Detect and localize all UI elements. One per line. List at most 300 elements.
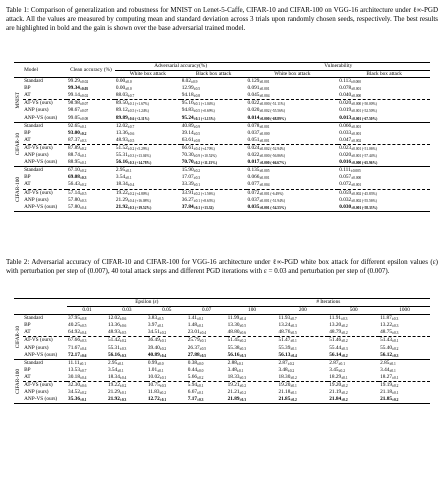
iteration-accuracy-value: 18.33 xyxy=(227,373,240,380)
white-box-accuracy xyxy=(115,204,181,212)
epsilon-accuracy-sd: ±0.4 xyxy=(79,346,87,351)
iteration-accuracy xyxy=(277,337,328,345)
white-box-vulnerability-value: 0.022 xyxy=(247,100,260,107)
epsilon-accuracy-value: 12.72 xyxy=(147,396,160,403)
black-box-vulnerability xyxy=(338,167,430,175)
model-name: BP xyxy=(24,85,31,92)
epsilon-accuracy-value: 39.40 xyxy=(147,344,160,351)
epsilon-accuracy xyxy=(67,359,107,367)
black-box-vulnerability-sd: ±0.001 xyxy=(351,124,362,129)
epsilon-accuracy xyxy=(187,329,227,337)
iteration-accuracy-value: 13.24 xyxy=(278,322,291,329)
epsilon-accuracy xyxy=(107,389,147,396)
white-box-accuracy-sd: ±0.5 (+1.24%) xyxy=(127,109,149,114)
white-box-accuracy-value: 2.95 xyxy=(115,167,126,174)
white-box-accuracy-sd: ±0.7 xyxy=(127,124,135,129)
table-row xyxy=(14,204,430,212)
epsilon-accuracy-value: 32.30 xyxy=(68,382,80,389)
iteration-accuracy xyxy=(277,345,328,352)
black-box-accuracy-value: 33.91 xyxy=(181,189,194,196)
clean-accuracy-sd: ±0.1 xyxy=(79,154,87,159)
epsilon-accuracy xyxy=(107,367,147,374)
epsilon-accuracy xyxy=(107,322,147,329)
iteration-accuracy-sd: ±0.3 xyxy=(239,353,246,358)
iteration-accuracy xyxy=(227,359,278,367)
black-box-accuracy-value: 40.89 xyxy=(181,122,194,129)
white-box-accuracy-value: 55.31 xyxy=(115,152,128,159)
black-box-vulnerability xyxy=(338,137,430,145)
clean-accuracy-sd: ±0.3 xyxy=(79,198,87,203)
iteration-col-header: 100 xyxy=(248,307,256,314)
iteration-accuracy-sd: ±0.2 xyxy=(341,391,348,396)
epsilon-accuracy-value: 48.93 xyxy=(107,329,120,336)
col-clean-header: Clean accuracy (%) xyxy=(70,67,112,74)
iteration-accuracy-value: 51.43 xyxy=(380,337,393,344)
black-box-vulnerability-sd: ±0.001 xyxy=(351,183,362,188)
iteration-accuracy-sd: ±0.7 xyxy=(290,317,297,322)
epsilon-accuracy xyxy=(107,374,147,382)
iteration-accuracy-value: 55.40 xyxy=(380,344,393,351)
white-box-vulnerability-value: 0.135 xyxy=(247,167,260,174)
black-box-accuracy-value: 8.02 xyxy=(181,78,191,85)
iteration-accuracy-sd: ±0.1 xyxy=(236,361,244,366)
clean-accuracy-value: 87.89 xyxy=(68,144,80,151)
iteration-accuracy-sd: ±0.1 xyxy=(392,339,399,344)
iteration-accuracy-value: 11.87 xyxy=(380,315,392,322)
iteration-accuracy-value: 51.46 xyxy=(329,337,342,344)
iteration-accuracy xyxy=(328,396,379,404)
clean-accuracy xyxy=(67,189,115,197)
iteration-accuracy-value: 13.30 xyxy=(227,322,240,329)
clean-accuracy-sd: ±0.02 xyxy=(79,80,89,85)
white-box-vulnerability-value: 0.024 xyxy=(247,144,260,151)
epsilon-accuracy-value: 23.01 xyxy=(187,329,200,336)
white-box-vulnerability-sd: ±0.000 (-51.11%) xyxy=(259,102,285,107)
white-box-vulnerability-value: 0.017 xyxy=(247,159,260,166)
iteration-accuracy-value: 56.13 xyxy=(278,351,291,358)
iteration-accuracy-value: 11.93 xyxy=(278,315,291,322)
clean-accuracy-value: 88.74 xyxy=(68,152,80,159)
white-box-accuracy xyxy=(115,167,181,175)
iteration-accuracy xyxy=(328,367,379,374)
model-name: AT xyxy=(24,181,31,188)
iteration-accuracy-value: 3.45 xyxy=(329,366,339,373)
section-label: CIFAR-100 xyxy=(15,176,21,202)
iteration-accuracy xyxy=(328,337,379,345)
iteration-accuracy-value: 2.87 xyxy=(329,359,339,366)
iteration-accuracy xyxy=(227,315,278,323)
white-box-accuracy xyxy=(115,159,181,167)
white-box-vulnerability-value: 0.035 xyxy=(247,203,260,210)
black-box-vulnerability xyxy=(338,107,430,114)
black-box-accuracy-value: 36.27 xyxy=(181,196,194,203)
clean-accuracy-value: 57.14 xyxy=(68,189,80,196)
iteration-accuracy xyxy=(379,329,430,337)
epsilon-accuracy-value: 12.02 xyxy=(107,315,120,322)
iteration-accuracy xyxy=(328,352,379,360)
epsilon-accuracy xyxy=(107,359,147,367)
epsilon-accuracy xyxy=(67,396,107,404)
iteration-accuracy-value: 3.48 xyxy=(278,366,288,373)
black-box-accuracy-sd: ±0.9 xyxy=(190,80,198,85)
table-row xyxy=(14,122,430,130)
iteration-accuracy-sd: ±0.3 xyxy=(239,346,246,351)
table-row xyxy=(14,130,430,137)
epsilon-accuracy-value: 7.17 xyxy=(187,396,197,403)
iteration-accuracy-value: 56.16 xyxy=(227,351,240,358)
white-box-vulnerability xyxy=(247,130,339,137)
epsilon-accuracy-sd: ±0.6 xyxy=(79,353,87,358)
table-row xyxy=(14,174,430,181)
epsilon-accuracy xyxy=(147,389,187,396)
iteration-accuracy-value: 13.22 xyxy=(380,322,393,329)
epsilon-accuracy-sd: ±0.5 xyxy=(79,324,87,329)
iteration-accuracy xyxy=(328,382,379,390)
clean-accuracy-value: 93.00 xyxy=(68,129,80,136)
clean-accuracy-sd: ±0.07 xyxy=(79,102,89,107)
white-box-vulnerability-sd: ±0.000 xyxy=(259,131,270,136)
white-box-accuracy-value: 0.00 xyxy=(115,85,126,92)
epsilon-accuracy-sd: ±0.3 xyxy=(197,398,204,403)
iteration-accuracy xyxy=(227,367,278,374)
model-name: AT-VS (ours) xyxy=(24,189,53,196)
clean-accuracy-value: 98.98 xyxy=(68,100,80,107)
iteration-accuracy-value: 48.76 xyxy=(278,329,291,336)
white-box-accuracy-value: 56.16 xyxy=(115,159,128,166)
black-box-accuracy-sd: ±0.1 (+8.63%) xyxy=(193,198,215,203)
epsilon-accuracy xyxy=(107,396,147,404)
white-box-vulnerability-sd: ±0.005 xyxy=(259,169,270,174)
white-box-accuracy xyxy=(115,174,181,181)
white-box-accuracy-value: 21.92 xyxy=(115,203,128,210)
epsilon-accuracy-value: 11.11 xyxy=(68,359,80,366)
iteration-accuracy xyxy=(328,359,379,367)
epsilon-accuracy xyxy=(187,352,227,360)
black-box-accuracy xyxy=(181,174,247,181)
epsilon-accuracy-sd: ±0.2 xyxy=(79,391,87,396)
model-name: ANP-VS (ours) xyxy=(24,114,58,121)
table-row xyxy=(14,115,430,123)
iteration-accuracy-sd: ±0.2 xyxy=(239,391,246,396)
model-name: Standard xyxy=(24,359,43,366)
iteration-accuracy-sd: ±0.2 xyxy=(341,398,348,403)
epsilon-accuracy-value: 67.66 xyxy=(68,337,80,344)
black-box-vulnerability-value: 0.030 xyxy=(339,203,352,210)
epsilon-accuracy-sd: ±0.6 xyxy=(79,384,87,389)
white-box-accuracy-sd: ±0.2 (+4.80%) xyxy=(127,191,149,196)
white-box-vulnerability-value: 0.078 xyxy=(247,122,260,129)
clean-accuracy xyxy=(67,92,115,100)
white-box-accuracy-sd: ±0.3 (+19.52%) xyxy=(127,205,152,210)
iteration-accuracy xyxy=(227,382,278,390)
black-box-accuracy-value: 94.83 xyxy=(181,107,194,114)
epsilon-accuracy-value: 55.31 xyxy=(107,344,120,351)
iteration-accuracy xyxy=(227,389,278,396)
clean-accuracy xyxy=(67,130,115,137)
iteration-accuracy-sd: ±0.1 xyxy=(290,391,297,396)
clean-accuracy xyxy=(67,122,115,130)
clean-accuracy xyxy=(67,115,115,123)
black-box-accuracy-sd: ±0.1 (+1.04%) xyxy=(193,102,215,107)
epsilon-col-header: 0.07 xyxy=(202,307,212,314)
iteration-accuracy-sd: ±0.1 xyxy=(392,375,399,380)
epsilon-accuracy-sd: ±0.4 xyxy=(159,353,167,358)
iteration-accuracy-sd: ±0.2 xyxy=(239,339,246,344)
epsilon-accuracy xyxy=(67,352,107,360)
epsilon-accuracy-sd: ±0.6 xyxy=(119,317,127,322)
white-box-vulnerability xyxy=(247,115,339,123)
section-label: MNIST xyxy=(15,91,21,109)
black-box-vulnerability xyxy=(338,181,430,189)
epsilon-accuracy-sd: ±0.3 xyxy=(79,339,87,344)
epsilon-accuracy-value: 3.97 xyxy=(147,322,158,329)
epsilon-accuracy xyxy=(147,322,187,329)
black-box-vulnerability xyxy=(338,189,430,197)
iteration-accuracy-value: 2.88 xyxy=(227,359,237,366)
black-box-vulnerability xyxy=(338,152,430,159)
black-box-accuracy-sd: ±0.3 xyxy=(193,176,201,181)
epsilon-accuracy xyxy=(67,322,107,329)
black-box-vulnerability-sd: ±0.001 (-52.50%) xyxy=(351,109,377,114)
white-box-accuracy xyxy=(115,152,181,159)
iteration-accuracy-value: 21.18 xyxy=(380,389,393,396)
white-box-vulnerability xyxy=(247,174,339,181)
black-box-vulnerability xyxy=(338,92,430,100)
clean-accuracy-value: 69.08 xyxy=(68,174,80,181)
table2-caption: Table 2: Adversarial accuracy of CIFAR-10 and CIFAR-100 for VGG-16 architecture under ℓ∞-PGD white box attack for different epsilon values (ε) with perturbation per step of (0.007), 40 total attack steps and different PGD iterations with ε = 0.03 and perturbation per step of (0.007). xyxy=(6,258,438,275)
epsilon-accuracy xyxy=(187,374,227,382)
black-box-vulnerability xyxy=(338,174,430,181)
model-name: Standard xyxy=(24,78,43,85)
black-box-accuracy xyxy=(181,122,247,130)
iteration-accuracy xyxy=(277,396,328,404)
iteration-accuracy-sd: ±0.2 xyxy=(290,375,297,380)
clean-accuracy xyxy=(67,159,115,167)
epsilon-accuracy-value: 2.95 xyxy=(107,359,118,366)
table-row xyxy=(14,144,430,152)
white-box-accuracy-sd: ±0.0 xyxy=(125,87,132,92)
iteration-accuracy-sd: ±0.2 xyxy=(287,361,295,366)
black-box-vulnerability-sd: ±0.000 xyxy=(351,94,362,99)
black-box-accuracy-sd: ±0.9 (+10.52%) xyxy=(193,154,217,159)
epsilon-accuracy-value: 0.44 xyxy=(187,366,197,373)
clean-accuracy xyxy=(67,107,115,114)
iteration-accuracy-sd: ±0.5 xyxy=(239,324,246,329)
iteration-accuracy-value: 51.45 xyxy=(227,337,240,344)
white-box-accuracy-sd: ±0.6 (+2.11%) xyxy=(127,116,150,121)
clean-accuracy-sd: ±0.5 xyxy=(79,191,87,196)
white-box-vulnerability-sd: ±0.001 xyxy=(259,124,270,129)
epsilon-accuracy xyxy=(67,389,107,396)
epsilon-accuracy xyxy=(187,359,227,367)
black-box-vulnerability-sd: ±0.002 (-45.83%) xyxy=(351,191,377,196)
clean-accuracy-sd: ±0.2 xyxy=(79,131,87,136)
white-box-vulnerability xyxy=(247,92,339,100)
iteration-accuracy-sd: ±0.4 xyxy=(239,317,246,322)
model-name: BP xyxy=(24,174,31,181)
epsilon-accuracy-value: 5.66 xyxy=(187,373,197,380)
white-box-accuracy-sd: ±0.3 (+13.04%) xyxy=(127,154,151,159)
epsilon-accuracy-value: 19.22 xyxy=(107,382,120,389)
epsilon-accuracy-value: 26.37 xyxy=(187,344,200,351)
iteration-accuracy-value: 56.14 xyxy=(329,351,342,358)
epsilon-accuracy-value: 1.48 xyxy=(187,322,197,329)
iteration-accuracy-sd: ±0.1 xyxy=(341,375,348,380)
white-box-accuracy-value: 13.36 xyxy=(115,129,128,136)
clean-accuracy-sd: ±0.05 xyxy=(79,87,89,92)
white-box-vulnerability-sd: ±0.001 xyxy=(259,87,270,92)
model-name: ANP-VS (ours) xyxy=(24,351,58,358)
epsilon-accuracy xyxy=(107,315,147,323)
clean-accuracy-value: 67.10 xyxy=(68,167,80,174)
iteration-accuracy-value: 2.85 xyxy=(380,359,390,366)
model-name: AT xyxy=(24,92,31,99)
iteration-accuracy-sd: ±0.5 xyxy=(290,331,297,336)
white-box-vulnerability-sd: ±0.004 xyxy=(259,183,270,188)
iteration-accuracy-value: 3.48 xyxy=(227,366,237,373)
iteration-accuracy-value: 21.84 xyxy=(329,396,342,403)
epsilon-accuracy-sd: ±0.4 xyxy=(199,331,207,336)
table-row xyxy=(14,396,430,404)
black-box-accuracy-sd: ±0.4 (+4.70%) xyxy=(193,146,215,151)
white-box-vulnerability xyxy=(247,152,339,159)
clean-accuracy-value: 98.67 xyxy=(68,107,80,114)
black-box-vulnerability-value: 0.113 xyxy=(339,78,351,85)
iteration-accuracy-sd: ±0.2 xyxy=(341,331,348,336)
iteration-accuracy-sd: ±0.2 xyxy=(392,384,399,389)
epsilon-accuracy xyxy=(147,374,187,382)
white-box-accuracy-sd: ±0.1 (+1.67%) xyxy=(127,102,149,107)
clean-accuracy xyxy=(67,137,115,145)
table-row xyxy=(14,100,430,108)
iteration-accuracy-sd: ±0.3 xyxy=(392,331,399,336)
model-name: AT-VS (ours) xyxy=(24,382,53,389)
model-name: ANP (ours) xyxy=(24,152,49,159)
white-box-vulnerability-sd: ±0.000 (-66.67%) xyxy=(259,161,286,166)
white-box-accuracy xyxy=(115,78,181,86)
model-name: Standard xyxy=(24,122,43,129)
iteration-accuracy-sd: ±0.1 xyxy=(338,361,346,366)
model-name: AT xyxy=(24,329,31,336)
epsilon-accuracy-sd: ±0.3 xyxy=(119,346,127,351)
black-box-accuracy xyxy=(181,137,247,145)
col-model-header: Model xyxy=(24,66,38,73)
black-box-vulnerability-sd: ±0.000 (-50.00%) xyxy=(351,102,377,107)
iteration-accuracy xyxy=(277,352,328,360)
epsilon-accuracy-sd: ±0.1 xyxy=(197,384,204,389)
iteration-accuracy xyxy=(379,359,430,367)
vulnerability-group-header: Vulnerability xyxy=(247,63,430,71)
iteration-accuracy-value: 21.85 xyxy=(380,396,393,403)
epsilon-accuracy xyxy=(187,367,227,374)
table-row xyxy=(14,315,430,323)
black-box-vulnerability-sd: ±0.001 (-51.06%) xyxy=(351,146,377,151)
white-box-vulnerability xyxy=(247,107,339,114)
clean-accuracy xyxy=(67,167,115,175)
white-box-vulnerability xyxy=(247,167,339,175)
white-box-vulnerability-sd: ±0.002 (-55.56%) xyxy=(259,109,286,114)
epsilon-accuracy-sd: ±0.1 xyxy=(117,361,124,366)
iteration-accuracy-value: 18.29 xyxy=(329,373,342,380)
black-box-accuracy-value: 12.99 xyxy=(181,85,194,92)
iteration-accuracy-value: 19.20 xyxy=(329,382,342,389)
black-box-vulnerability-sd: ±0.001 xyxy=(351,87,362,92)
iteration-accuracy xyxy=(277,382,328,390)
iteration-accuracy-value: 19.19 xyxy=(380,382,393,389)
model-name: ANP (ours) xyxy=(24,196,49,203)
epsilon-accuracy-value: 3.54 xyxy=(107,366,118,373)
black-box-vulnerability-sd: ±0.001 (-57.44%) xyxy=(351,154,377,159)
epsilon-accuracy-sd: ±0.1 xyxy=(197,324,204,329)
black-box-vulnerability-value: 0.016 xyxy=(339,159,352,166)
model-name: ANP-VS (ours) xyxy=(24,203,58,210)
iteration-accuracy-sd: ±0.3 xyxy=(341,346,348,351)
epsilon-accuracy-sd: ±0.6 xyxy=(119,324,127,329)
iteration-accuracy xyxy=(277,322,328,329)
table-row xyxy=(14,374,430,382)
iteration-accuracy xyxy=(379,374,430,382)
black-box-accuracy-sd: ±0.8 xyxy=(193,138,201,143)
black-box-vulnerability xyxy=(338,204,430,212)
epsilon-accuracy-value: 1.41 xyxy=(187,315,197,322)
iteration-accuracy-value: 21.21 xyxy=(227,389,240,396)
black-box-accuracy-sd: ±0.2 (+1.56%) xyxy=(193,191,215,196)
iteration-accuracy-value: 55.39 xyxy=(278,344,291,351)
iteration-accuracy xyxy=(328,329,379,337)
iteration-accuracy-sd: ±0.1 xyxy=(389,361,396,366)
iteration-accuracy xyxy=(379,367,430,374)
epsilon-accuracy-value: 27.88 xyxy=(187,351,200,358)
table-row xyxy=(14,189,430,197)
white-box-accuracy-sd: ±0.4 (+16.08%) xyxy=(127,198,151,203)
black-box-vulnerability-value: 0.023 xyxy=(339,144,352,151)
model-name: AT-VS (ours) xyxy=(24,144,53,151)
epsilon-accuracy-value: 13.53 xyxy=(68,366,80,373)
epsilon-accuracy-sd: ±0.3 xyxy=(119,398,127,403)
white-box-vulnerability-value: 0.072 xyxy=(247,189,260,196)
black-box-vulnerability xyxy=(338,122,430,130)
epsilon-accuracy xyxy=(107,337,147,345)
black-box-vulnerability-sd: ±0.001 (-67.50%) xyxy=(351,116,378,121)
model-name: ANP (ours) xyxy=(24,344,49,351)
clean-accuracy xyxy=(67,174,115,181)
iteration-accuracy xyxy=(227,345,278,352)
clean-accuracy xyxy=(67,78,115,86)
epsilon-accuracy-sd: ±0.1 xyxy=(157,324,164,329)
epsilon-accuracy xyxy=(147,337,187,345)
clean-accuracy xyxy=(67,181,115,189)
white-box-vulnerability-value: 0.020 xyxy=(247,107,260,114)
iteration-accuracy-value: 13.20 xyxy=(329,322,342,329)
iteration-accuracy-value: 21.18 xyxy=(278,389,291,396)
epsilon-accuracy-sd: ±0.2 xyxy=(119,339,127,344)
black-box-accuracy xyxy=(181,130,247,137)
black-box-vulnerability xyxy=(338,197,430,204)
epsilon-accuracy xyxy=(187,382,227,390)
model-name: AT-VS (ours) xyxy=(24,337,53,344)
iteration-col-header: 200 xyxy=(298,307,307,314)
clean-accuracy-sd: ±0.3 xyxy=(79,138,87,143)
black-box-accuracy-value: 95.24 xyxy=(181,114,194,121)
white-box-vulnerability xyxy=(247,144,339,152)
iteration-accuracy xyxy=(277,374,328,382)
iteration-accuracy-value: 48.75 xyxy=(380,329,393,336)
white-box-vulnerability-value: 0.045 xyxy=(247,92,260,99)
white-box-vulnerability-sd: ±0.000 (-56.86%) xyxy=(259,154,286,159)
iteration-col-header: 500 xyxy=(349,307,358,314)
epsilon-accuracy xyxy=(147,352,187,360)
white-box-vulnerability-sd: ±0.001 xyxy=(259,138,270,143)
